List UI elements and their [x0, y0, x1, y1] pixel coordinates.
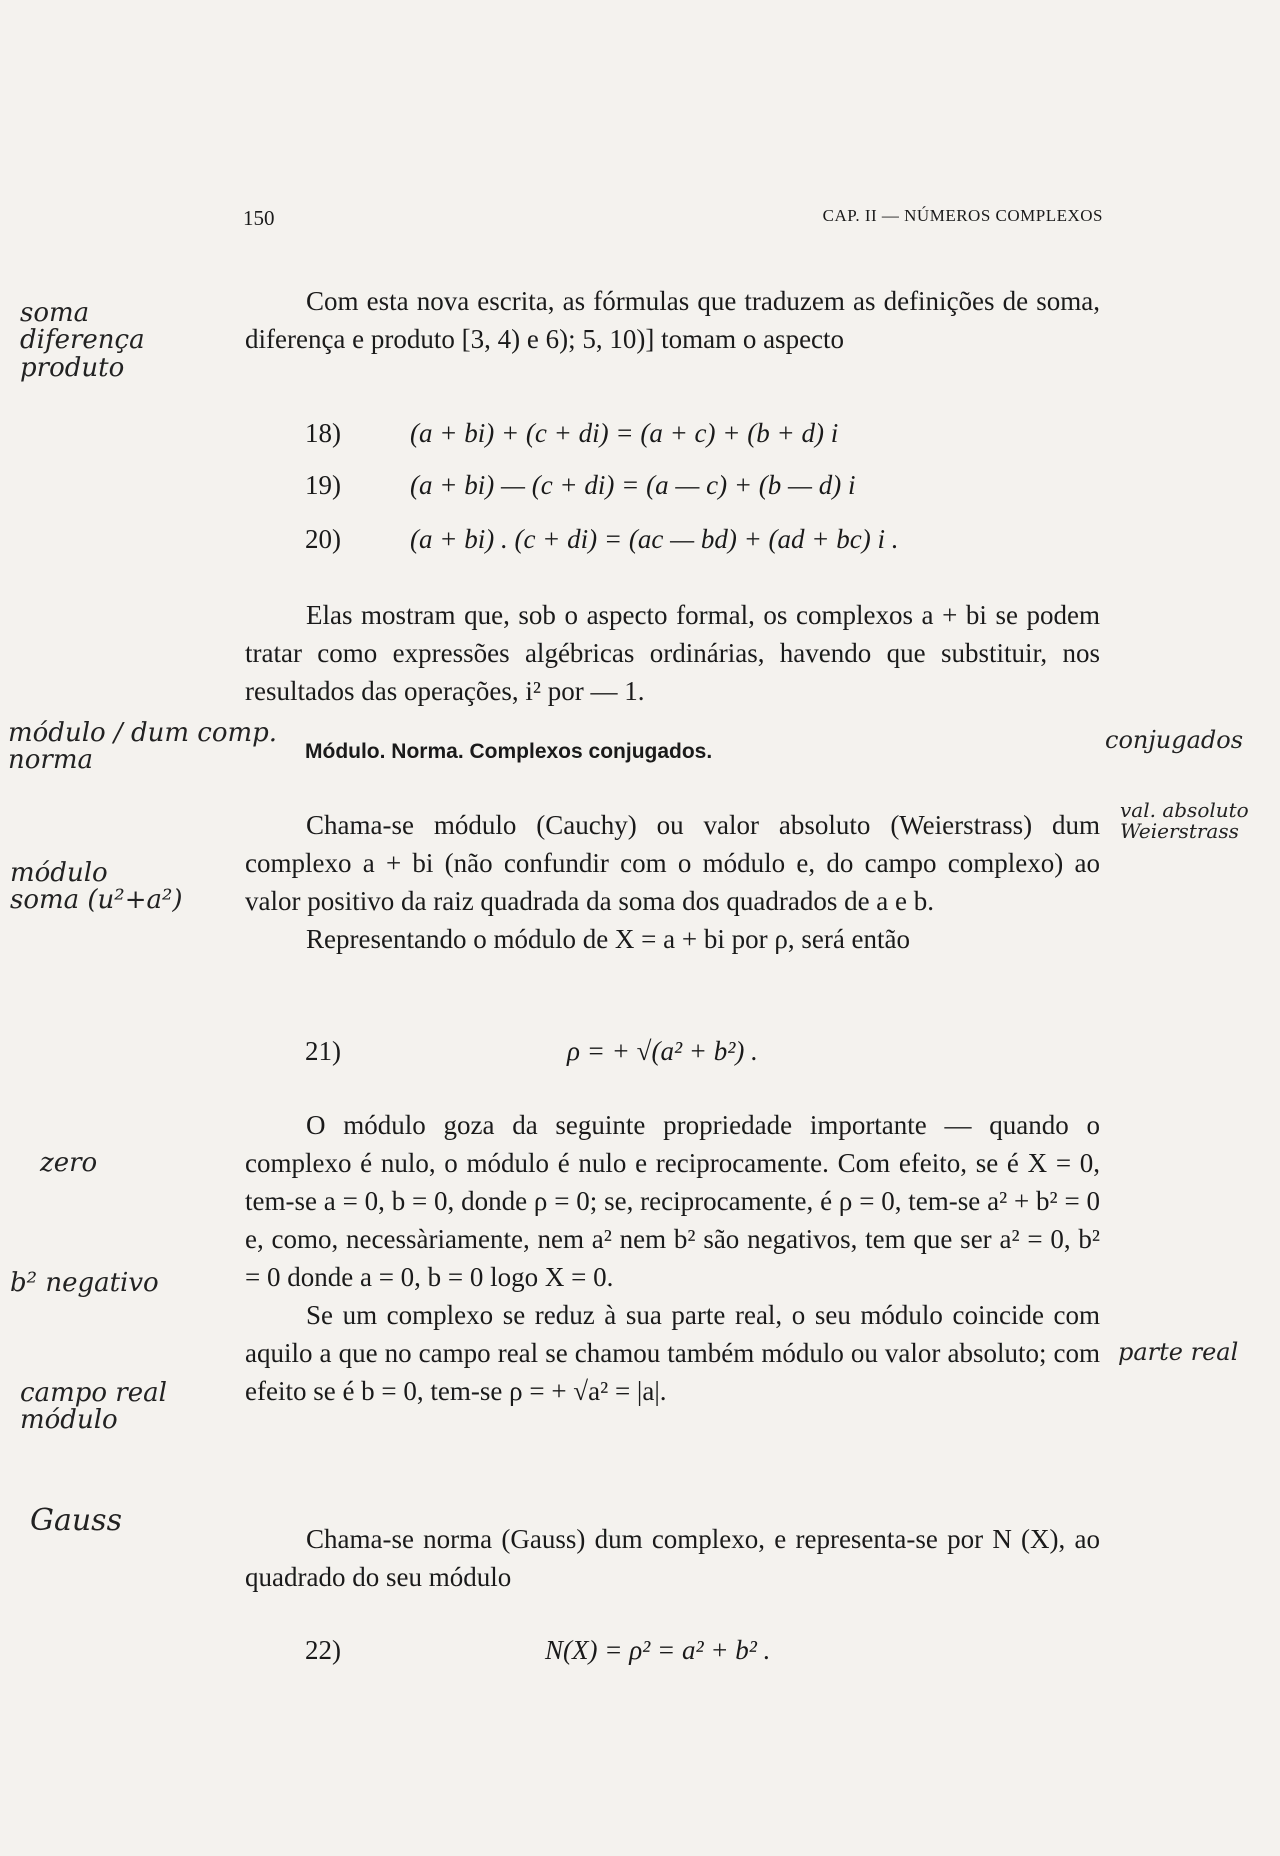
equation-formula: (a + bi) + (c + di) = (a + c) + (b + d) i [410, 418, 839, 448]
paragraph-modulus-property [245, 1106, 1100, 1410]
equation-formula: (a + bi) . (c + di) = (ac — bd) + (ad + bc) i . [410, 524, 899, 554]
paragraph-text: Com esta nova escrita, as fórmulas que traduzem as definições de soma, diferença e produto [3, 4) e 6); 5, 10)] tomam o aspecto [245, 286, 1100, 354]
handwritten-note: val. absoluto Weierstrass [1120, 798, 1249, 843]
paragraph-text: Chama-se módulo (Cauchy) ou valor absoluto (Weierstrass) dum complexo a + bi (não confundir com o módulo e, do campo complexo) ao valor positivo da raiz quadrada da soma dos quadrados de a e b. [245, 810, 1100, 916]
handwritten-note: Gauss [30, 1503, 122, 1538]
paragraph-text: Representando o módulo de X = a + bi por ρ, será então [306, 924, 911, 954]
handwritten-note: zero [40, 1148, 98, 1178]
handwritten-note: conjugados [1105, 726, 1244, 754]
equation-formula: N(X) = ρ² = a² + b² . [545, 1635, 771, 1665]
running-head: CAP. II — NÚMEROS COMPLEXOS [822, 206, 1103, 225]
page-number: 150 [243, 206, 275, 230]
paragraph-modulus-definition [245, 806, 1100, 958]
equation-number: 20) [305, 524, 341, 554]
handwritten-note: parte real [1118, 1338, 1239, 1366]
paragraph-formal-aspect [245, 596, 1100, 710]
page-header [243, 206, 1103, 236]
paragraph-text: O módulo goza da seguinte propriedade importante — quando o complexo é nulo, o módulo é nulo e reciprocamente. Com efeito, se é X = 0, tem-se a = 0, b = 0, donde ρ = 0; se, reciprocamente, é ρ = 0, tem-se a² + b² = 0 e, como, necessàriamente, nem a² nem b² são negativos, tem que ser a² = 0, b² = 0 donde a = 0, b = 0 logo X = 0. [245, 1110, 1100, 1292]
handwritten-note: módulo soma (u²+a²) [10, 858, 183, 916]
handwritten-note: b² negativo [10, 1268, 159, 1298]
handwritten-note: módulo / dum comp. norma [8, 718, 278, 776]
paragraph-text: Se um complexo se reduz à sua parte real, o seu módulo coincide com aquilo a que no campo real se chamou também módulo ou valor absoluto; com efeito se é b = 0, tem-se ρ = + √a² = |a|. [245, 1300, 1100, 1406]
paragraph-text: Chama-se norma (Gauss) dum complexo, e representa-se por N (X), ao quadrado do seu módulo [245, 1524, 1100, 1592]
handwritten-note: soma diferença produto [20, 298, 145, 383]
equation-formula: ρ = + √(a² + b²) . [567, 1036, 758, 1066]
equation-number: 19) [305, 470, 341, 500]
paragraph-definitions [245, 282, 1100, 358]
equation-number: 18) [305, 418, 341, 448]
paragraph-text: Elas mostram que, sob o aspecto formal, os complexos a + bi se podem tratar como expressões algébricas ordinárias, havendo que substituir, nos resultados das operações, i² por — 1. [245, 600, 1100, 706]
handwritten-note: campo real módulo [20, 1378, 167, 1436]
section-heading: Módulo. Norma. Complexos conjugados. [305, 740, 713, 763]
equation-formula: (a + bi) — (c + di) = (a — c) + (b — d) i [410, 470, 856, 500]
equation-number: 21) [305, 1036, 341, 1066]
paragraph-norm-definition [245, 1520, 1100, 1596]
equation-number: 22) [305, 1635, 341, 1665]
